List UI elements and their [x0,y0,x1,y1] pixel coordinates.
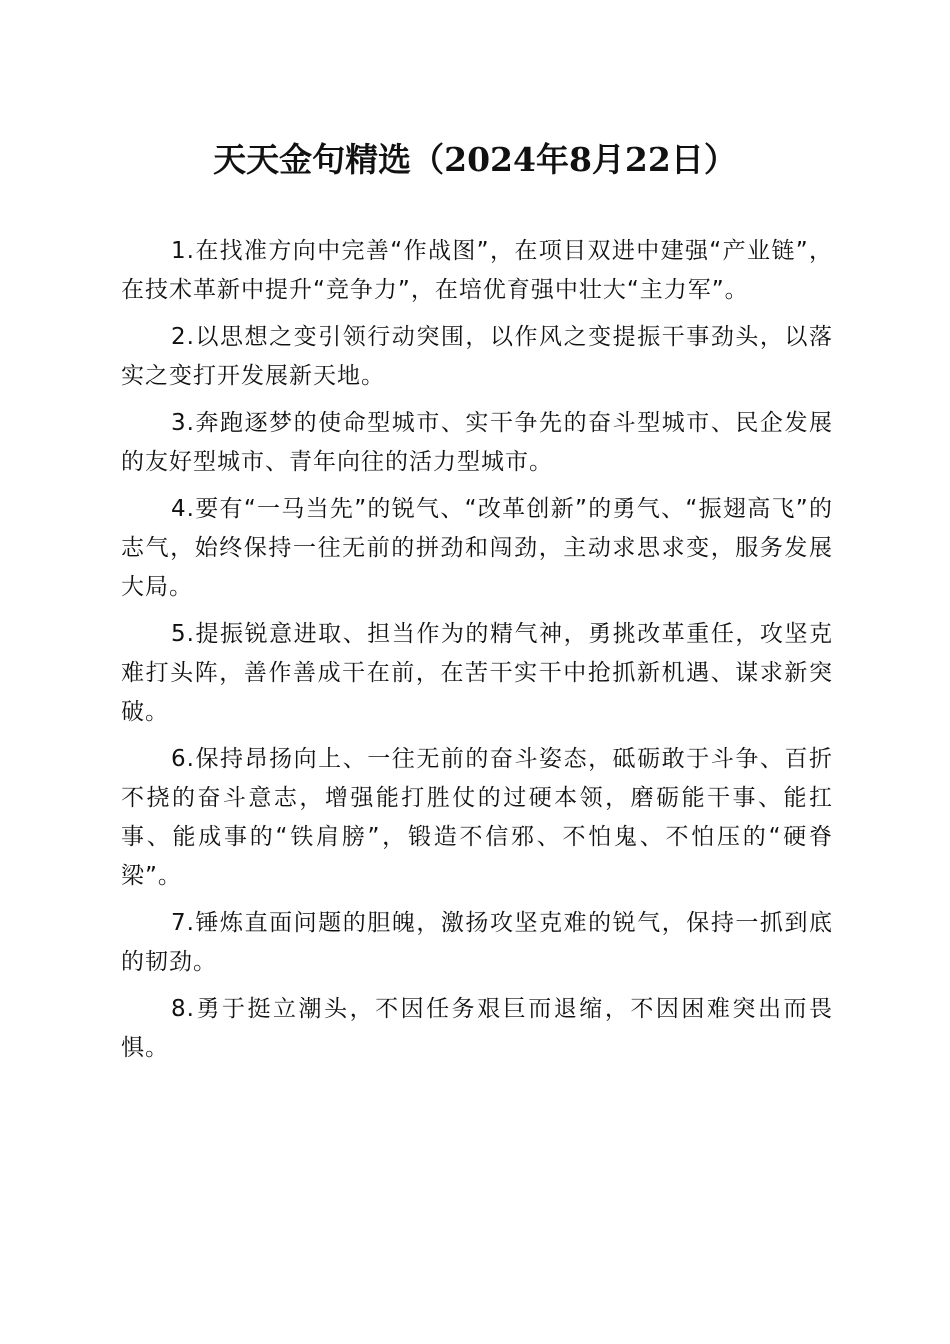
paragraph-2: 2.以思想之变引领行动突围，以作风之变提振干事劲头，以落实之变打开发展新天地。 [121,324,833,389]
paragraph-4: 4.要有“一马当先”的锐气、“改革创新”的勇气、“振翅高飞”的志气，始终保持一往无前的拼劲和闯劲，主动求思求变，服务发展大局。 [121,496,833,600]
paragraph-7: 7.锤炼直面问题的胆魄，激扬攻坚克难的锐气，保持一抓到底的韧劲。 [121,910,833,975]
paragraph-8: 8.勇于挺立潮头，不因任务艰巨而退缩，不因困难突出而畏惧。 [121,996,833,1061]
paragraph-3: 3.奔跑逐梦的使命型城市、实干争先的奋斗型城市、民企发展的友好型城市、青年向往的活力型城市。 [121,410,833,475]
paragraph-1: 1.在找准方向中完善“作战图”，在项目双进中建强“产业链”，在技术革新中提升“竞争力”，在培优育强中壮大“主力军”。 [121,238,833,303]
paragraph-5: 5.提振锐意进取、担当作为的精气神，勇挑改革重任，攻坚克难打头阵，善作善成干在前，在苦干实干中抢抓新机遇、谋求新突破。 [121,621,833,725]
page-title: 天天金句精选（2024年8月22日） [213,140,737,179]
paragraph-6: 6.保持昂扬向上、一往无前的奋斗姿态，砥砺敢于斗争、百折不挠的奋斗意志，增强能打胜仗的过硬本领，磨砺能干事、能扛事、能成事的“铁肩膀”，锻造不信邪、不怕鬼、不怕压的“硬脊梁”。 [121,746,833,889]
document-body [121,232,833,1076]
